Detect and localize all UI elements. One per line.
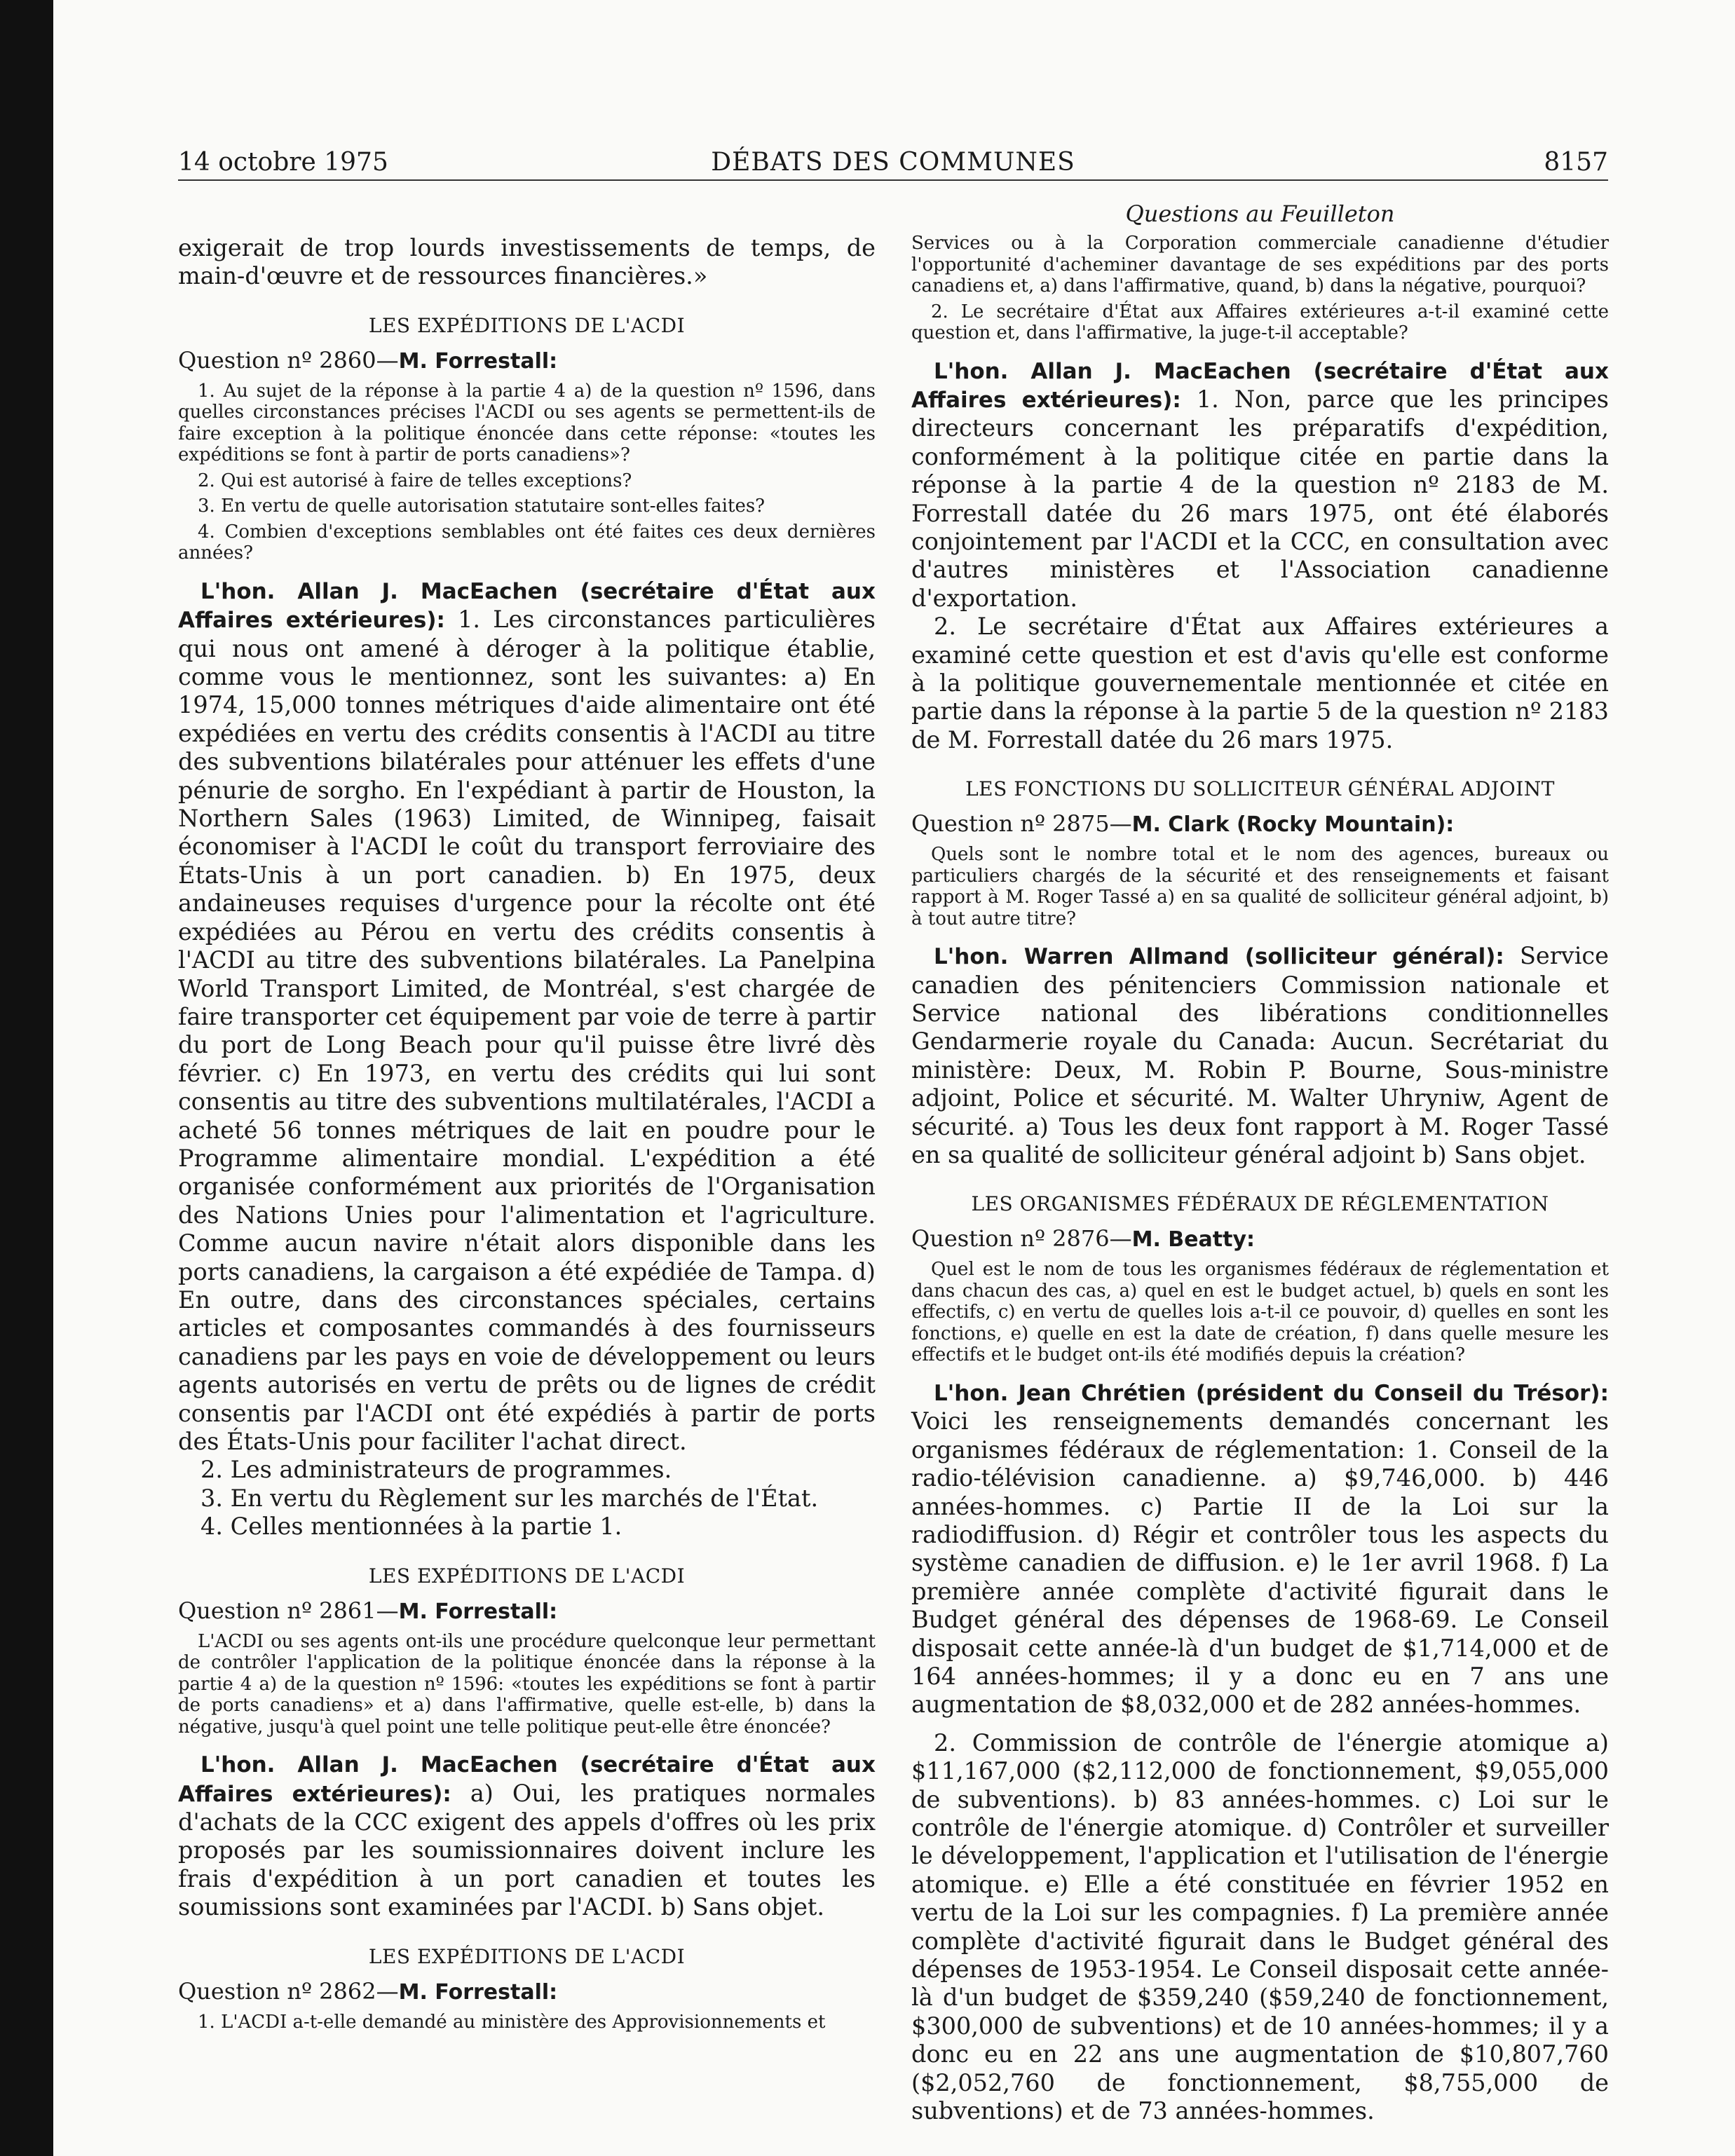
answer-text: 1. Les circonstances particulières qui nous ont amené à déroger à la politique établie, comme vous le mentionnez, sont les suivantes: a) En 1974, 15,000 tonnes métriques d'aide alimentaire ont été expédiées en vertu des crédits consentis à l'ACDI au titre des subventions bilatérales pour atténuer les effets d'une pénurie de sorgho. En l'expédiant à partir de Houston, la Northern Sales (1963) Limited, de Winnipeg, faisait économiser à l'ACDI le coût du transport ferroviaire des États-Unis à un port canadien. b) En 1975, deux andaineuses requises d'urgence pour la récolte ont été expédiées au Pérou en vertu des crédits consentis à l'ACDI au titre des subventions bilatérales. La Panelpina World Transport Limited, de Montréal, s'est chargée de faire transporter cet équipement par voie de terre à partir du port de Long Beach pour qu'il puisse être livré dès février. c) En 1973, en vertu des crédits qui lui sont consentis au titre des subventions multilatérales, l'ACDI a acheté 56 tonnes métriques de lait en poudre pour le Programme alimentaire mondial. L'expédition a été organisée conformément aux priorités de l'Organisation des Nations Unies pour l'alimentation et l'agriculture. Comme aucun navire n'était alors disponible dans les ports canadiens, la cargaison a été expédiée de Tampa. d) En outre, dans des circonstances spéciales, certains articles et composantes commandés à des fournisseurs canadiens par les pays en voie de développement ou leurs agents autorisés en vertu de prêts ou de lignes de crédit consentis par l'ACDI ont été expédiés à partir de ports des États-Unis pour faciliter l'achat direct.: [178, 606, 876, 1455]
question-text: Quels sont le nombre total et le nom des agences, bureaux ou particuliers chargés de la sécurité et des renseignements et faisant rapport à M. Roger Tassé a) en sa qualité de solliciteur général adjoint, b) à tout autre titre?: [911, 844, 1609, 929]
answer-paragraph: 4. Celles mentionnées à la partie 1.: [200, 1513, 622, 1541]
speaker-name: L'hon. Allan J. MacEachen (secrétaire d'État aux Affaires extérieures):: [911, 358, 1609, 413]
section-heading: LES FONCTIONS DU SOLLICITEUR GÉNÉRAL ADJOINT: [965, 777, 1555, 801]
question-author: M. Beatty:: [1131, 1227, 1255, 1253]
right-column: [911, 200, 1609, 2126]
question-title: [178, 347, 876, 375]
answer-paragraph: [178, 1750, 876, 1921]
answer-paragraph: [911, 1379, 1609, 1719]
question-text: Services ou à la Corporation commerciale canadienne d'étudier l'opportunité d'acheminer davantage de ses expéditions par des ports canadiens et, a) dans l'affirmative, quand, b) dans la négative, pourquoi?: [911, 233, 1609, 296]
question-title: [911, 1225, 1609, 1253]
question-number: Question nº 2861—: [178, 1597, 399, 1624]
question-number: Question nº 2860—: [178, 346, 399, 374]
question-text: 1. Au sujet de la réponse à la partie 4 a) de la question nº 1596, dans quelles circonstances précises l'ACDI ou ses agents se permettent-ils de faire exception à la politique énoncée dans cette réponse: «toutes les expéditions se font à partir de ports canadiens»?: [178, 380, 876, 466]
answer-text: a) Oui, les pratiques normales d'achats de la CCC exigent des appels d'offres où les prix proposés par les soumissionnaires doivent inclure les frais d'expédition à un port canadien et toutes les soumissions sont examinées par l'ACDI. b) Sans objet.: [178, 1779, 876, 1921]
question-title: [911, 810, 1609, 838]
section-heading: LES EXPÉDITIONS DE L'ACDI: [368, 1944, 686, 1968]
speaker-name: L'hon. Allan J. MacEachen (secrétaire d'État aux Affaires extérieures):: [178, 578, 876, 634]
answer-paragraph: [178, 577, 876, 1456]
question-text: 4. Combien d'exceptions semblables ont été faites ces deux dernières années?: [178, 521, 876, 564]
speaker-name: L'hon. Warren Allmand (solliciteur général):: [934, 944, 1504, 970]
question-text: 2. Qui est autorisé à faire de telles exceptions?: [198, 470, 632, 491]
answer-paragraph: 2. Les administrateurs de programmes.: [200, 1456, 672, 1484]
speaker-name: L'hon. Jean Chrétien (président du Conseil du Trésor):: [934, 1380, 1609, 1406]
left-column: [178, 234, 876, 2033]
question-title: [178, 1597, 876, 1625]
header-page-number: 8157: [1544, 148, 1608, 177]
page-header: [178, 144, 1608, 181]
question-text: L'ACDI ou ses agents ont-ils une procédure quelconque leur permettant de contrôler l'application de la politique énoncée dans la réponse à la partie 4 a) de la question nº 1596: «toutes les expéditions se font à partir de ports canadiens» et a) dans l'affirmative, quelle est-elle, b) dans la négative, jusqu'à quel point une telle politique peut-elle être énoncée?: [178, 1630, 876, 1738]
question-number: Question nº 2862—: [178, 1977, 399, 2005]
answer-paragraph: 3. En vertu du Règlement sur les marchés de l'État.: [200, 1484, 819, 1512]
question-author: M. Forrestall:: [398, 1979, 558, 2005]
question-title: [178, 1978, 876, 2006]
answer-paragraph: [911, 357, 1609, 613]
header-title: DÉBATS DES COMMUNES: [711, 148, 1075, 177]
question-text: 3. En vertu de quelle autorisation statutaire sont-elles faites?: [198, 496, 766, 517]
answer-paragraph: 2. Le secrétaire d'État aux Affaires extérieures a examiné cette question et est d'avis qu'elle est conforme à la politique gouvernementale mentionnée et citée en partie dans la réponse à la partie 5 de la question nº 2183 de M. Forrestall datée du 26 mars 1975.: [911, 613, 1609, 753]
answer-text: Voici les renseignements demandés concernant les organismes fédéraux de réglementation: 1. Conseil de la radio-télévision canadienne. a) $9,746,000. b) 446 années-hommes. c) Partie II de la Loi sur la radiodiffusion. d) Régir et contrôler tous les aspects du système canadien de diffusion. e) le 1er avril 1968. f) La première année complète d'activité figurait dans le Budget général des dépenses de 1968-69. Le Conseil disposait cette année-là d'un budget de $1,714,000 et de 164 années-hommes; il y a donc eu en 7 ans une augmentation de $8,032,000 et de 282 années-hommes.: [911, 1407, 1609, 1719]
section-heading: LES EXPÉDITIONS DE L'ACDI: [368, 313, 686, 337]
column-header: Questions au Feuilleton: [1125, 200, 1395, 227]
answer-text: 1. Non, parce que les principes directeurs concernant les préparatifs d'expédition, conformément à la politique citée en partie dans la réponse à la partie 4 de la question nº 2183 de M. Forrestall datée du 26 mars 1975, ont été élaborés conjointement par l'ACDI et la CCC, en consultation avec d'autres ministères et l'Association canadienne d'exportation.: [911, 385, 1609, 612]
speaker-name: L'hon. Allan J. MacEachen (secrétaire d'État aux Affaires extérieures):: [178, 1752, 876, 1807]
paragraph: exigerait de trop lourds investissements de temps, de main-d'œuvre et de ressources financières.»: [178, 234, 876, 290]
scan-edge: [0, 0, 53, 2156]
question-author: M. Forrestall:: [398, 348, 558, 374]
question-text: Quel est le nom de tous les organismes fédéraux de réglementation et dans chacun des cas, a) quel en est le budget actuel, b) quels en sont les effectifs, c) en vertu de quelles lois a-t-il ce pouvoir, d) quelles en sont les fonctions, e) quelle en est la date de création, f) dans quelle mesure les effectifs et le budget ont-ils été modifiés depuis la création?: [911, 1259, 1609, 1366]
question-author: M. Clark (Rocky Mountain):: [1131, 812, 1455, 838]
question-text: 1. L'ACDI a-t-elle demandé au ministère des Approvisionnements et: [198, 2011, 826, 2033]
answer-text: Service canadien des pénitenciers Commission nationale et Service national des libérations conditionnelles Gendarmerie royale du Canada: Aucun. Secrétariat du ministère: Deux, M. Robin P. Bourne, Sous-ministre adjoint, Police et sécurité. M. Walter Uhryniw, Agent de sécurité. a) Tous les deux font rapport à M. Roger Tassé en sa qualité de solliciteur général adjoint b) Sans objet.: [911, 942, 1609, 1169]
question-text: 2. Le secrétaire d'État aux Affaires extérieures a-t-il examiné cette question et, dans l'affirmative, la juge-t-il acceptable?: [911, 301, 1609, 343]
answer-paragraph: [911, 942, 1609, 1169]
question-number: Question nº 2876—: [911, 1225, 1132, 1253]
answer-paragraph: 2. Commission de contrôle de l'énergie atomique a) $11,167,000 ($2,112,000 de fonctionnement, $9,055,000 de subventions). b) 83 années-hommes. c) Loi sur le contrôle de l'énergie atomique. d) Contrôler et surveiller le développement, l'application et l'utilisation de l'énergie atomique. e) Elle a été constituée en février 1952 en vertu de la Loi sur les compagnies. f) La première année complète d'activité figurait dans le Budget général des dépenses de 1953-1954. Le Conseil disposait cette année-là d'un budget de $359,240 ($59,240 de fonctionnement, $300,000 de subventions) et de 10 années-hommes; il y a donc eu en 22 ans une augmentation de $10,807,760 ($2,052,760 de fonctionnement, $8,755,000 de subventions) et de 73 années-hommes.: [911, 1728, 1609, 2125]
header-date: 14 octobre 1975: [178, 148, 388, 177]
section-heading: LES ORGANISMES FÉDÉRAUX DE RÉGLEMENTATION: [971, 1192, 1549, 1216]
question-number: Question nº 2875—: [911, 810, 1132, 838]
question-author: M. Forrestall:: [398, 1599, 558, 1624]
section-heading: LES EXPÉDITIONS DE L'ACDI: [368, 1564, 686, 1588]
